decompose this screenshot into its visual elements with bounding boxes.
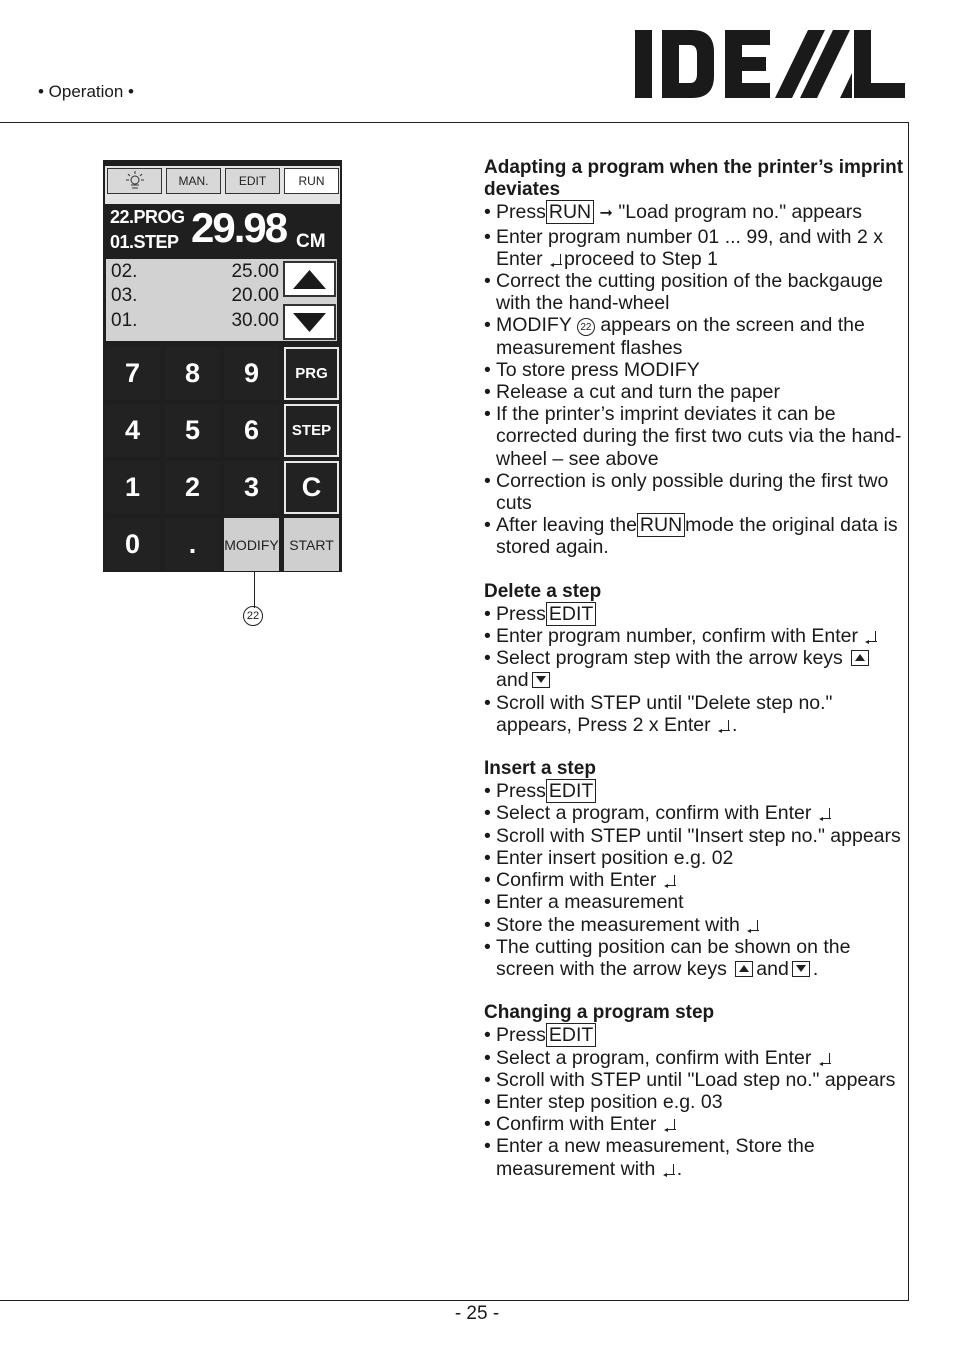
frame-bottom-rule [0, 1300, 909, 1301]
list-item: • Enter program number 01 ... 99, and with 2 x Enter proceed to Step 1 [484, 226, 904, 270]
run-mode-button[interactable]: RUN [284, 168, 339, 194]
key-5[interactable]: 5 [165, 404, 220, 457]
unit-readout: CM [296, 231, 326, 252]
arrow-up-button[interactable] [283, 261, 336, 297]
page-number: - 25 - [454, 1303, 500, 1324]
section-adapt [484, 157, 904, 559]
key-7[interactable]: 7 [105, 347, 160, 400]
enter-icon [663, 1164, 675, 1177]
arrow-down-icon [285, 306, 334, 338]
list-item [111, 310, 279, 334]
arrow-up-key-icon [735, 961, 753, 977]
list-item: • Correction is only possible during the first two cuts [484, 470, 904, 514]
step-value: 20.00 [231, 285, 279, 306]
enter-icon [747, 920, 759, 933]
section-delete [484, 581, 904, 736]
callout-22: 22 [243, 606, 263, 626]
list-item: • To store press MODIFY [484, 359, 904, 381]
program-readout: 22.PROG [110, 207, 185, 227]
section-insert [484, 758, 904, 980]
edit-mode-button[interactable]: EDIT [225, 168, 280, 194]
arrow-down-key-icon [532, 672, 550, 688]
run-key-label: RUN [546, 200, 594, 224]
enter-icon [819, 808, 831, 821]
light-button[interactable] [107, 168, 162, 194]
step-number: 01. [111, 310, 138, 331]
key-4[interactable]: 4 [105, 404, 160, 457]
section-title: Changing a program step [484, 1002, 715, 1024]
arrow-down-button[interactable] [283, 304, 336, 340]
section-label: • Operation • [38, 82, 135, 101]
enter-icon [664, 875, 676, 888]
list-item: • Select a program, confirm with Enter [484, 1047, 904, 1069]
edit-key-label: EDIT [546, 1023, 596, 1047]
key-8[interactable]: 8 [165, 347, 220, 400]
list-item: • Enter a measurement [484, 891, 904, 913]
list-item: • Scroll with STEP until "Delete step no." appears, Press 2 x Enter . [484, 692, 904, 736]
instructions-column [484, 157, 904, 1202]
key-6[interactable]: 6 [224, 404, 279, 457]
section-title: Delete a step [484, 580, 602, 602]
key-1[interactable]: 1 [105, 461, 160, 514]
callout-ref: 22 [577, 318, 595, 336]
list-item: • Scroll with STEP until "Insert step no." appears [484, 825, 904, 847]
control-panel [103, 160, 342, 572]
list-item: • Confirm with Enter [484, 869, 904, 891]
arrow-right-icon: ➞ [599, 205, 613, 223]
list-item: • Enter program number, confirm with Enter [484, 625, 904, 647]
list-item: • Scroll with STEP until "Load step no." appears [484, 1069, 904, 1091]
enter-icon [819, 1053, 831, 1066]
enter-icon [664, 1119, 676, 1132]
enter-icon [550, 254, 562, 267]
list-item: • Press EDIT [484, 780, 904, 802]
list-item: • Press EDIT [484, 603, 904, 625]
edit-key-label: EDIT [546, 602, 596, 626]
list-item: • Enter a new measurement, Store the measurement with . [484, 1135, 904, 1179]
list-item: • Select a program, confirm with Enter [484, 802, 904, 824]
list-item: • After leaving the RUN mode the original data is stored again. [484, 514, 904, 558]
list-item: • Enter step position e.g. 03 [484, 1091, 904, 1113]
list-item: • The cutting position can be shown on the screen with the arrow keys and . [484, 936, 904, 980]
key-2[interactable]: 2 [165, 461, 220, 514]
section-title: Adapting a program when the printer’s imprint deviates [484, 157, 904, 201]
measurement-readout: 29.98 [191, 204, 287, 251]
key-0[interactable]: 0 [105, 518, 160, 571]
step-key[interactable]: STEP [284, 404, 339, 457]
list-item: • Enter insert position e.g. 02 [484, 847, 904, 869]
key-3[interactable]: 3 [224, 461, 279, 514]
edit-key-label: EDIT [546, 779, 596, 803]
section-change [484, 1002, 904, 1180]
list-item: • Release a cut and turn the paper [484, 381, 904, 403]
list-item: • If the printer’s imprint deviates it can be corrected during the first two cuts via the hand-wheel – see above [484, 403, 904, 470]
list-item: • Select program step with the arrow keys and [484, 647, 904, 691]
ideal-logo [632, 28, 908, 102]
step-number: 03. [111, 285, 138, 306]
list-item [111, 285, 279, 309]
key-9[interactable]: 9 [224, 347, 279, 400]
list-item: • MODIFY 22 appears on the screen and the measurement flashes [484, 314, 904, 358]
frame-top-rule [0, 122, 909, 123]
enter-icon [865, 631, 877, 644]
step-value: 25.00 [231, 261, 279, 282]
callout-line [254, 572, 255, 608]
start-key[interactable]: START [284, 518, 339, 571]
arrow-up-icon [285, 263, 334, 295]
step-value: 30.00 [231, 310, 279, 331]
step-readout: 01.STEP [110, 232, 179, 252]
list-item [111, 261, 279, 285]
arrow-up-key-icon [851, 650, 869, 666]
man-mode-button[interactable]: MAN. [166, 168, 221, 194]
arrow-down-key-icon [792, 961, 810, 977]
light-icon [122, 171, 148, 191]
list-item: • Press EDIT [484, 1024, 904, 1046]
list-item: • Confirm with Enter [484, 1113, 904, 1135]
enter-icon [718, 720, 730, 733]
list-item: • Correct the cutting position of the backgauge with the hand-wheel [484, 270, 904, 314]
list-item: • Press RUN ➞ "Load program no." appears [484, 201, 904, 225]
list-item: • Store the measurement with [484, 914, 904, 936]
section-title: Insert a step [484, 758, 596, 780]
clear-key[interactable]: C [284, 461, 339, 514]
prg-key[interactable]: PRG [284, 347, 339, 400]
modify-key[interactable]: MODIFY [224, 518, 279, 571]
step-number: 02. [111, 261, 138, 282]
decimal-key[interactable]: . [165, 518, 220, 571]
frame-right-rule [908, 122, 909, 1301]
run-key-label: RUN [637, 513, 685, 537]
